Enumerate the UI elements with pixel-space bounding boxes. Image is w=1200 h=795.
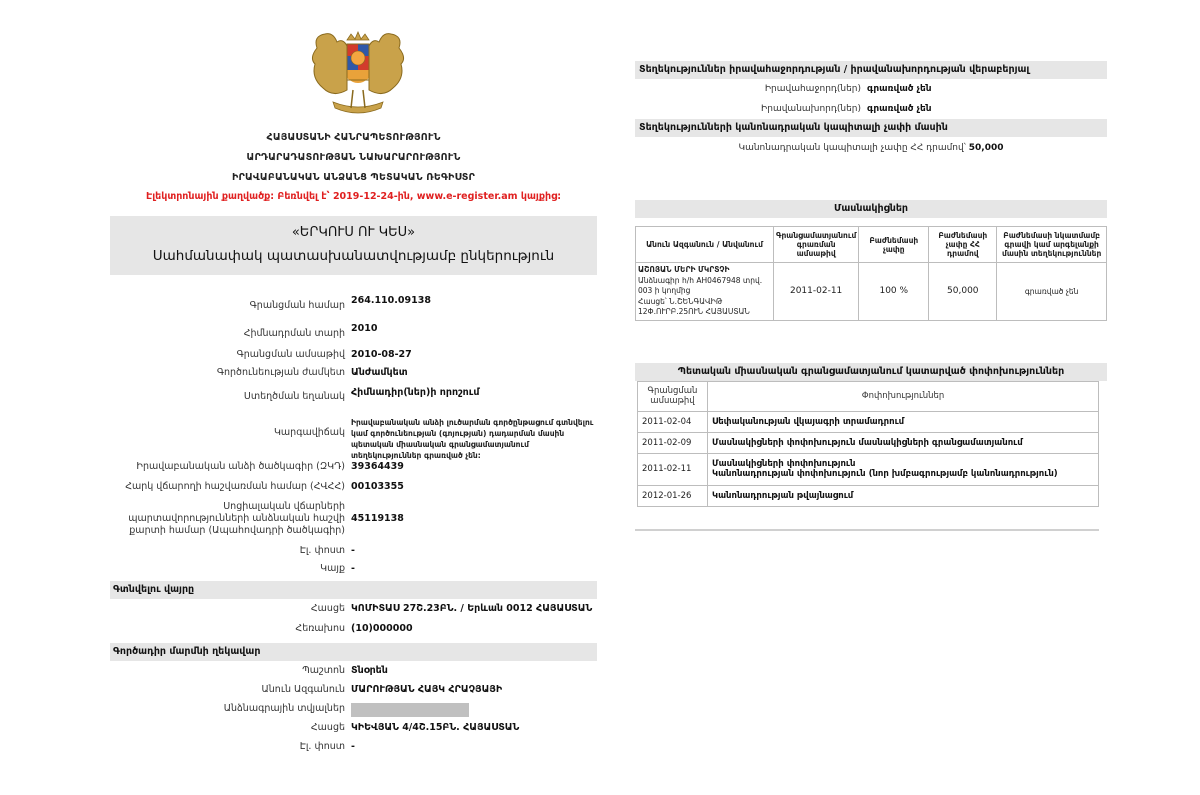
detail-registration-number: Գրանցման համար 264.110.09138 [249, 295, 431, 311]
redacted-passport-data [351, 703, 469, 717]
detail-creation-method: Ստեղծման եղանակ Հիմնադիր(ներ)ի որոշում [243, 387, 480, 402]
members-table [635, 226, 1107, 321]
members-section-header: Մասնակիցներ [635, 200, 1107, 218]
company-name: «ԵՐԿՈՒՍ ՈՒ ԿԵՍ» [291, 225, 416, 240]
location-address: Հասցե ԿՈՄԻՏԱՍ 27Շ.23ԲՆ. / Երևան 0012 ՀԱՅԱՍՏԱՆ [310, 603, 593, 614]
ministry-name: ԱՐԴԱՐԱԴԱՏՈՒԹՅԱՆ ՆԱԽԱՐԱՐՈՒԹՅՈՒՆ [246, 152, 461, 163]
registry-name: ԻՐԱՎԱԲԱՆԱԿԱՆ ԱՆՁԱՆՑ ՊԵՏԱԿԱՆ ՌԵԳԻՍՏՐ [231, 172, 476, 183]
members-header-row: Անուն Ազգանուն / Անվանում Գրանցամատյանում գրառման ամսաթիվ Բաժնեմասի չափը Բաժնեմասի չափը ՀՀ դրամով Բաժնեմասի նկատմամբ գրավի կամ արգելանքի մասին տեղեկություններ [636, 227, 1107, 263]
executive-address: Հասցե ԿԻԵՎՅԱՆ 4/4Շ.15ԲՆ. ՀԱՅԱՍՏԱՆ [310, 722, 520, 733]
capital-section-header: Տեղեկությունների կանոնադրական կապիտալի չափի մասին [635, 119, 1107, 137]
change-row: 2011-02-09 Մասնակիցների փոփոխություն մասնակիցների գրանցամատյանում [638, 432, 1099, 453]
location-phone: Հեռախոս (10)000000 [295, 623, 413, 634]
location-section-header: Գտնվելու վայրը [110, 581, 597, 599]
executive-position: Պաշտոն Տնօրեն [302, 665, 388, 676]
member-row: ԱՇՈՅԱՆ ՄԵՐԻ ՄԿՐՏՉԻ Անձնագիր հ/հ AH0467948 տրվ. 003 ի կողմից Հասցե՝ Ն.ՇԵՆԳԱՎԻԹ 12Փ.ՈՒՐԲ.25ՈՒՆ ՀԱՅԱՍՏԱՆ 2011-02-11 100 % 50,000 գրառված չեն [636, 263, 1107, 321]
extract-notice: Էլեկտրոնային քաղվածք: Բեռնվել է՝ 2019-12-24-ին, www.e-register.am կայքից: [146, 191, 561, 202]
left-column [110, 28, 597, 760]
succession-section-header: Տեղեկություններ իրավահաջորդության / իրավանախորդության վերաբերյալ [635, 61, 1107, 79]
country-name: ՀԱՅԱՍՏԱՆԻ ՀԱՆՐԱՊԵՏՈՒԹՅՈՒՆ [266, 132, 441, 143]
executive-email: Էլ. փոստ - [299, 741, 355, 752]
predecessors-row: Իրավանախորդ(ներ) գրառված չեն [761, 104, 932, 114]
detail-email: Էլ. փոստ - [299, 545, 355, 556]
executive-section-header: Գործադիր մարմնի ղեկավար [110, 643, 597, 661]
bottom-divider [635, 529, 1099, 531]
change-row: 2011-02-04 Սեփականության վկայագրի տրամադրում [638, 411, 1099, 432]
detail-registration-date: Գրանցման ամսաթիվ 2010-08-27 [236, 349, 412, 360]
capital-row: Կանոնադրական կապիտալի չափը ՀՀ դրամով՝ 50,000 [738, 143, 1004, 153]
changes-section-header: Պետական միասնական գրանցամատյանում կատարված փոփոխություններ [635, 363, 1107, 381]
capital-amount: 50,000 [968, 143, 1004, 153]
change-row: 2012-01-26 Կանոնադրության թվայնացում [638, 485, 1099, 506]
executive-name: Անուն Ազգանուն ՄԱՐՈՒԹՅԱՆ ՀԱՅԿ ՀՐԱՉՅԱՅԻ [261, 684, 503, 695]
coat-of-arms-icon [303, 28, 413, 120]
detail-tax-id: Հարկ վճարողի հաշվառման համար (ՀՎՀՀ) 00103355 [125, 481, 404, 492]
detail-social-account: Սոցիալական վճարների պարտավորությունների անձնական հաշվի քարտի համար (Ապահովադրի ծածկագիր) 45119138 [128, 501, 404, 536]
changes-header-row: Գրանցման ամսաթիվ Փոփոխություններ [638, 381, 1099, 411]
company-title-box [110, 216, 597, 275]
change-row: 2011-02-11 Մասնակիցների փոփոխություն Կանոնադրության փոփոխություն (նոր խմբագրությամբ կանոնադրություն) [638, 453, 1099, 485]
successors-row: Իրավահաջորդ(ներ) գրառված չեն [764, 84, 932, 94]
detail-founding-year: Հիմնադրման տարի 2010 [243, 323, 378, 339]
right-column [635, 61, 1107, 531]
executive-passport: Անձնագրային տվյալներ [110, 703, 597, 722]
member-name-cell: ԱՇՈՅԱՆ ՄԵՐԻ ՄԿՐՏՉԻ Անձնագիր հ/հ AH0467948 տրվ. 003 ի կողմից Հասցե՝ Ն.ՇԵՆԳԱՎԻԹ 12Փ.ՈՒՐԲ.25ՈՒՆ ՀԱՅԱՍՏԱՆ [636, 263, 774, 321]
detail-website: Կայք - [320, 563, 355, 574]
issuer-header [110, 128, 597, 206]
detail-legal-entity-code: Իրավաբանական անձի ծածկագիր (ԶԿԴ) 39364439 [136, 461, 404, 472]
company-legal-form: Սահմանափակ պատասխանատվությամբ ընկերություն [152, 248, 555, 264]
changes-table [637, 381, 1099, 507]
detail-status: Կարգավիճակ Իրավաբանական անձի լուծարման գործընթացում գտնվելու կամ գործունեության (գոյության) դադարման մասին պետական միասնական գրանցամատյանում տեղեկություններ գրառված չեն: [273, 418, 594, 460]
detail-term: Գործունեության ժամկետ Անժամկետ [216, 367, 408, 378]
